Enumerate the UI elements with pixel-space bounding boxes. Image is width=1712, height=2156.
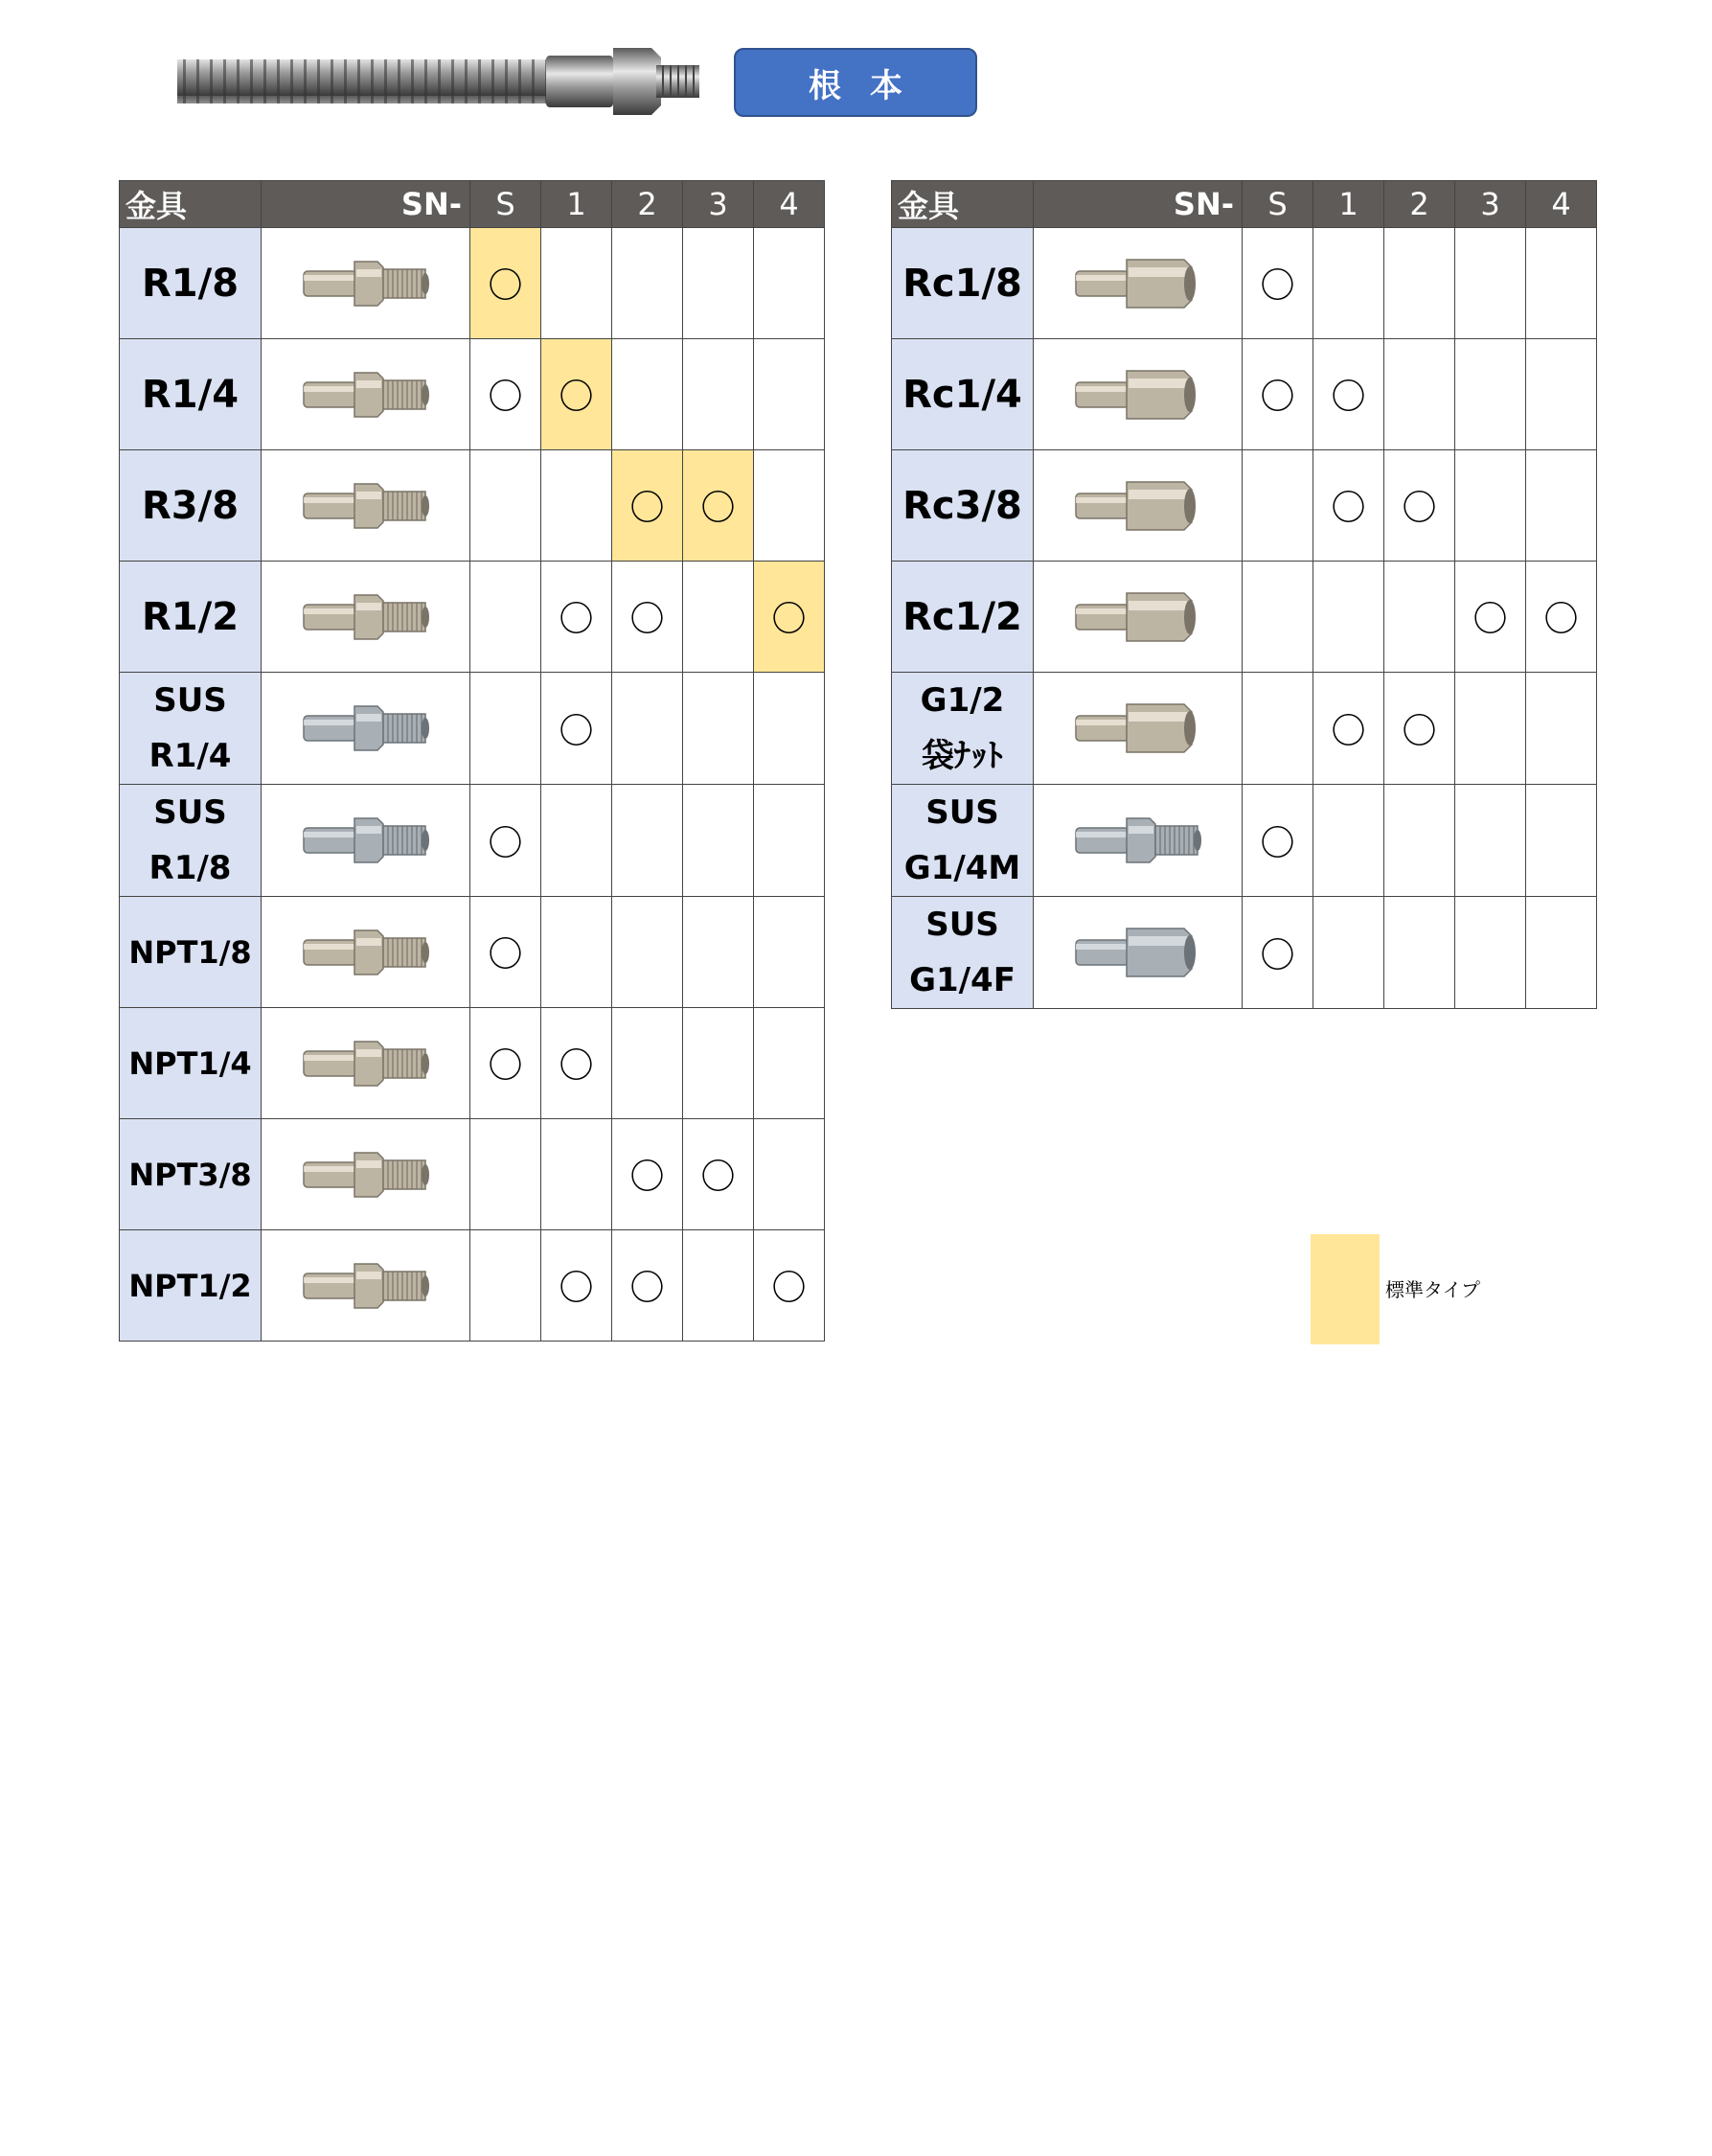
availability-cell-2: [1384, 450, 1455, 562]
fitting-image-cell: [262, 673, 470, 785]
availability-cell-2: [612, 785, 683, 897]
fitting-name-line: SUS: [925, 906, 999, 944]
male-fitting-icon: [262, 584, 469, 651]
right-fitting-table: [891, 180, 1597, 1009]
fitting-name-line: R1/4: [141, 372, 240, 417]
availability-cell-2: [612, 562, 683, 673]
table-row: [892, 897, 1597, 1009]
availability-cell-3: [1455, 228, 1526, 339]
col-header-2: 2: [1384, 181, 1455, 228]
availability-cell-2: [1384, 339, 1455, 450]
header-row: [892, 181, 1597, 228]
col-header-1: 1: [541, 181, 612, 228]
male-fitting-icon: [262, 1252, 469, 1319]
fitting-name-line: 袋ﾅｯﾄ: [922, 737, 1003, 775]
availability-cell-2: [1384, 785, 1455, 897]
fitting-name-line: R3/8: [141, 483, 240, 528]
fitting-image-cell: [1034, 673, 1243, 785]
fitting-name: [120, 562, 262, 673]
available-mark: 〇: [1331, 489, 1366, 528]
availability-cell-s: [1243, 785, 1313, 897]
fitting-name: [892, 562, 1034, 673]
availability-cell-s: [470, 897, 541, 1008]
available-mark: 〇: [488, 266, 523, 306]
fitting-name: [120, 1230, 262, 1342]
fitting-name-line: G1/4M: [903, 849, 1021, 887]
male-fitting-icon: [262, 472, 469, 539]
fitting-header: 金具: [892, 181, 1034, 228]
title-button[interactable]: 根本: [734, 48, 977, 117]
fitting-name: [892, 785, 1034, 897]
availability-cell-2: [612, 673, 683, 785]
availability-cell-4: [1526, 897, 1597, 1009]
availability-cell-1: [541, 897, 612, 1008]
availability-cell-3: [1455, 450, 1526, 562]
fitting-name: [120, 1119, 262, 1230]
availability-cell-s: [1243, 450, 1313, 562]
availability-cell-s: [470, 785, 541, 897]
fitting-image-cell: [262, 897, 470, 1008]
legend-label: 標準タイプ: [1385, 1278, 1480, 1301]
availability-cell-4: [754, 673, 825, 785]
availability-cell-4: [754, 339, 825, 450]
col-header-2: 2: [612, 181, 683, 228]
table-row: [892, 673, 1597, 785]
fitting-name: [892, 673, 1034, 785]
available-mark: 〇: [629, 1269, 665, 1308]
fitting-header: 金具: [120, 181, 262, 228]
table-row: [120, 785, 825, 897]
availability-cell-4: [754, 897, 825, 1008]
table-row: [892, 785, 1597, 897]
fitting-name: [120, 673, 262, 785]
table-row: [892, 339, 1597, 450]
legend-swatch: [1311, 1234, 1380, 1344]
fitting-name: [120, 228, 262, 339]
availability-cell-s: [470, 1119, 541, 1230]
availability-cell-1: [1313, 450, 1384, 562]
female-fitting-icon: [1034, 584, 1242, 651]
hose-image: [172, 38, 709, 125]
table-row: [120, 897, 825, 1008]
availability-cell-1: [1313, 785, 1384, 897]
availability-cell-2: [612, 450, 683, 562]
availability-cell-1: [1313, 897, 1384, 1009]
availability-cell-4: [754, 1230, 825, 1342]
available-mark: 〇: [559, 378, 594, 417]
available-mark: 〇: [1543, 600, 1579, 639]
availability-cell-1: [541, 1008, 612, 1119]
available-mark: 〇: [559, 711, 594, 751]
fitting-name-line: NPT1/8: [128, 933, 252, 971]
availability-cell-3: [1455, 673, 1526, 785]
availability-cell-2: [612, 1008, 683, 1119]
fitting-name: [892, 339, 1034, 450]
availability-cell-3: [683, 897, 754, 1008]
availability-cell-2: [612, 1119, 683, 1230]
available-mark: 〇: [488, 935, 523, 975]
series-header: SN-: [1034, 181, 1243, 228]
sus-male-fitting-icon: [262, 695, 469, 762]
col-header-1: 1: [1313, 181, 1384, 228]
availability-cell-1: [1313, 673, 1384, 785]
fitting-image-cell: [262, 1008, 470, 1119]
available-mark: 〇: [559, 600, 594, 639]
available-mark: 〇: [488, 1046, 523, 1086]
fitting-name-line: NPT1/2: [128, 1267, 252, 1304]
bag-nut-fitting-icon: [1034, 695, 1242, 762]
availability-cell-2: [1384, 673, 1455, 785]
availability-cell-3: [1455, 785, 1526, 897]
fitting-name-line: Rc1/2: [902, 594, 1022, 639]
fitting-name-line: G1/2: [920, 681, 1005, 720]
availability-cell-2: [1384, 562, 1455, 673]
fitting-name-line: R1/4: [148, 737, 232, 775]
fitting-name-line: G1/4F: [909, 961, 1016, 999]
availability-cell-3: [1455, 897, 1526, 1009]
availability-cell-1: [541, 785, 612, 897]
availability-cell-4: [754, 1119, 825, 1230]
availability-cell-s: [470, 228, 541, 339]
fitting-name-line: NPT1/4: [128, 1044, 252, 1082]
availability-cell-1: [1313, 228, 1384, 339]
availability-cell-1: [541, 1230, 612, 1342]
fitting-name: [120, 339, 262, 450]
fitting-name: [892, 897, 1034, 1009]
table-row: [120, 450, 825, 562]
available-mark: 〇: [1331, 711, 1366, 751]
female-fitting-icon: [1034, 250, 1242, 317]
sus-male-fitting-icon: [262, 807, 469, 874]
male-fitting-icon: [262, 1030, 469, 1097]
fitting-name-line: Rc3/8: [902, 483, 1022, 528]
table-row: [120, 562, 825, 673]
availability-cell-s: [470, 1230, 541, 1342]
available-mark: 〇: [1260, 823, 1295, 863]
availability-cell-3: [1455, 562, 1526, 673]
available-mark: 〇: [1472, 600, 1508, 639]
table-row: [120, 339, 825, 450]
availability-cell-4: [754, 1008, 825, 1119]
availability-cell-1: [1313, 339, 1384, 450]
availability-cell-s: [470, 450, 541, 562]
fitting-name-line: R1/8: [148, 849, 232, 887]
availability-cell-4: [754, 450, 825, 562]
fitting-image-cell: [262, 450, 470, 562]
fitting-image-cell: [1034, 785, 1243, 897]
available-mark: 〇: [559, 1046, 594, 1086]
availability-cell-3: [683, 228, 754, 339]
col-header-3: 3: [1455, 181, 1526, 228]
availability-cell-s: [1243, 228, 1313, 339]
col-header-4: 4: [754, 181, 825, 228]
availability-cell-4: [1526, 339, 1597, 450]
availability-cell-3: [683, 785, 754, 897]
availability-cell-3: [683, 1008, 754, 1119]
availability-cell-4: [1526, 562, 1597, 673]
availability-cell-1: [1313, 562, 1384, 673]
col-header-s: S: [470, 181, 541, 228]
fitting-image-cell: [262, 785, 470, 897]
table-row: [892, 450, 1597, 562]
fitting-name-line: Rc1/4: [902, 372, 1022, 417]
availability-cell-3: [683, 1230, 754, 1342]
fitting-image-cell: [1034, 450, 1243, 562]
fitting-image-cell: [262, 1230, 470, 1342]
available-mark: 〇: [488, 378, 523, 417]
female-fitting-icon: [1034, 361, 1242, 428]
available-mark: 〇: [629, 600, 665, 639]
fitting-image-cell: [1034, 228, 1243, 339]
female-fitting-icon: [1034, 472, 1242, 539]
availability-cell-3: [1455, 339, 1526, 450]
availability-cell-4: [1526, 785, 1597, 897]
fitting-name: [120, 897, 262, 1008]
col-header-4: 4: [1526, 181, 1597, 228]
male-fitting-icon: [262, 919, 469, 986]
series-header: SN-: [262, 181, 470, 228]
table-row: [892, 562, 1597, 673]
available-mark: 〇: [1402, 489, 1437, 528]
sus-female-fitting-icon: [1034, 919, 1242, 986]
availability-cell-3: [683, 562, 754, 673]
fitting-image-cell: [1034, 897, 1243, 1009]
fitting-name-line: R1/2: [141, 594, 240, 639]
availability-cell-1: [541, 562, 612, 673]
availability-cell-1: [541, 339, 612, 450]
table-row: [120, 1119, 825, 1230]
fitting-image-cell: [262, 228, 470, 339]
fitting-image-cell: [262, 562, 470, 673]
available-mark: 〇: [559, 1269, 594, 1308]
available-mark: 〇: [629, 489, 665, 528]
fitting-image-cell: [262, 339, 470, 450]
available-mark: 〇: [1402, 711, 1437, 751]
availability-cell-s: [470, 339, 541, 450]
male-fitting-icon: [262, 250, 469, 317]
available-mark: 〇: [700, 489, 736, 528]
fitting-name: [120, 785, 262, 897]
availability-cell-s: [1243, 562, 1313, 673]
availability-cell-1: [541, 1119, 612, 1230]
table-row: [120, 228, 825, 339]
availability-cell-1: [541, 673, 612, 785]
available-mark: 〇: [771, 1269, 807, 1308]
availability-cell-3: [683, 450, 754, 562]
availability-cell-2: [612, 339, 683, 450]
availability-cell-4: [1526, 228, 1597, 339]
fitting-name-line: NPT3/8: [128, 1156, 252, 1193]
fitting-name-line: Rc1/8: [902, 261, 1022, 306]
fitting-name-line: SUS: [153, 681, 227, 720]
availability-cell-s: [1243, 897, 1313, 1009]
availability-cell-3: [683, 1119, 754, 1230]
fitting-image-cell: [1034, 339, 1243, 450]
availability-cell-3: [683, 339, 754, 450]
available-mark: 〇: [1260, 266, 1295, 306]
availability-cell-4: [754, 228, 825, 339]
fitting-name-line: SUS: [153, 793, 227, 832]
table-row: [120, 1230, 825, 1342]
left-fitting-table: [119, 180, 825, 1342]
sus-male-fitting-icon: [1034, 807, 1242, 874]
available-mark: 〇: [700, 1158, 736, 1197]
fitting-image-cell: [1034, 562, 1243, 673]
available-mark: 〇: [1331, 378, 1366, 417]
available-mark: 〇: [488, 823, 523, 863]
available-mark: 〇: [1260, 935, 1295, 975]
availability-cell-3: [683, 673, 754, 785]
fitting-name: [892, 228, 1034, 339]
fitting-name: [120, 1008, 262, 1119]
availability-cell-2: [612, 228, 683, 339]
availability-cell-2: [612, 897, 683, 1008]
available-mark: 〇: [629, 1158, 665, 1197]
col-header-3: 3: [683, 181, 754, 228]
availability-cell-s: [470, 562, 541, 673]
table-row: [120, 673, 825, 785]
available-mark: 〇: [1260, 378, 1295, 417]
availability-cell-2: [1384, 228, 1455, 339]
availability-cell-4: [1526, 450, 1597, 562]
availability-cell-s: [1243, 673, 1313, 785]
fitting-name-line: SUS: [925, 793, 999, 832]
available-mark: 〇: [771, 600, 807, 639]
table-row: [120, 1008, 825, 1119]
fitting-name-line: R1/8: [141, 261, 240, 306]
availability-cell-s: [470, 673, 541, 785]
fitting-name: [892, 450, 1034, 562]
availability-cell-1: [541, 450, 612, 562]
availability-cell-4: [754, 785, 825, 897]
availability-cell-4: [1526, 673, 1597, 785]
table-row: [892, 228, 1597, 339]
male-fitting-icon: [262, 1141, 469, 1208]
col-header-s: S: [1243, 181, 1313, 228]
header-row: [120, 181, 825, 228]
fitting-image-cell: [262, 1119, 470, 1230]
fitting-name: [120, 450, 262, 562]
availability-cell-s: [470, 1008, 541, 1119]
availability-cell-2: [612, 1230, 683, 1342]
availability-cell-s: [1243, 339, 1313, 450]
availability-cell-2: [1384, 897, 1455, 1009]
availability-cell-4: [754, 562, 825, 673]
availability-cell-1: [541, 228, 612, 339]
male-fitting-icon: [262, 361, 469, 428]
